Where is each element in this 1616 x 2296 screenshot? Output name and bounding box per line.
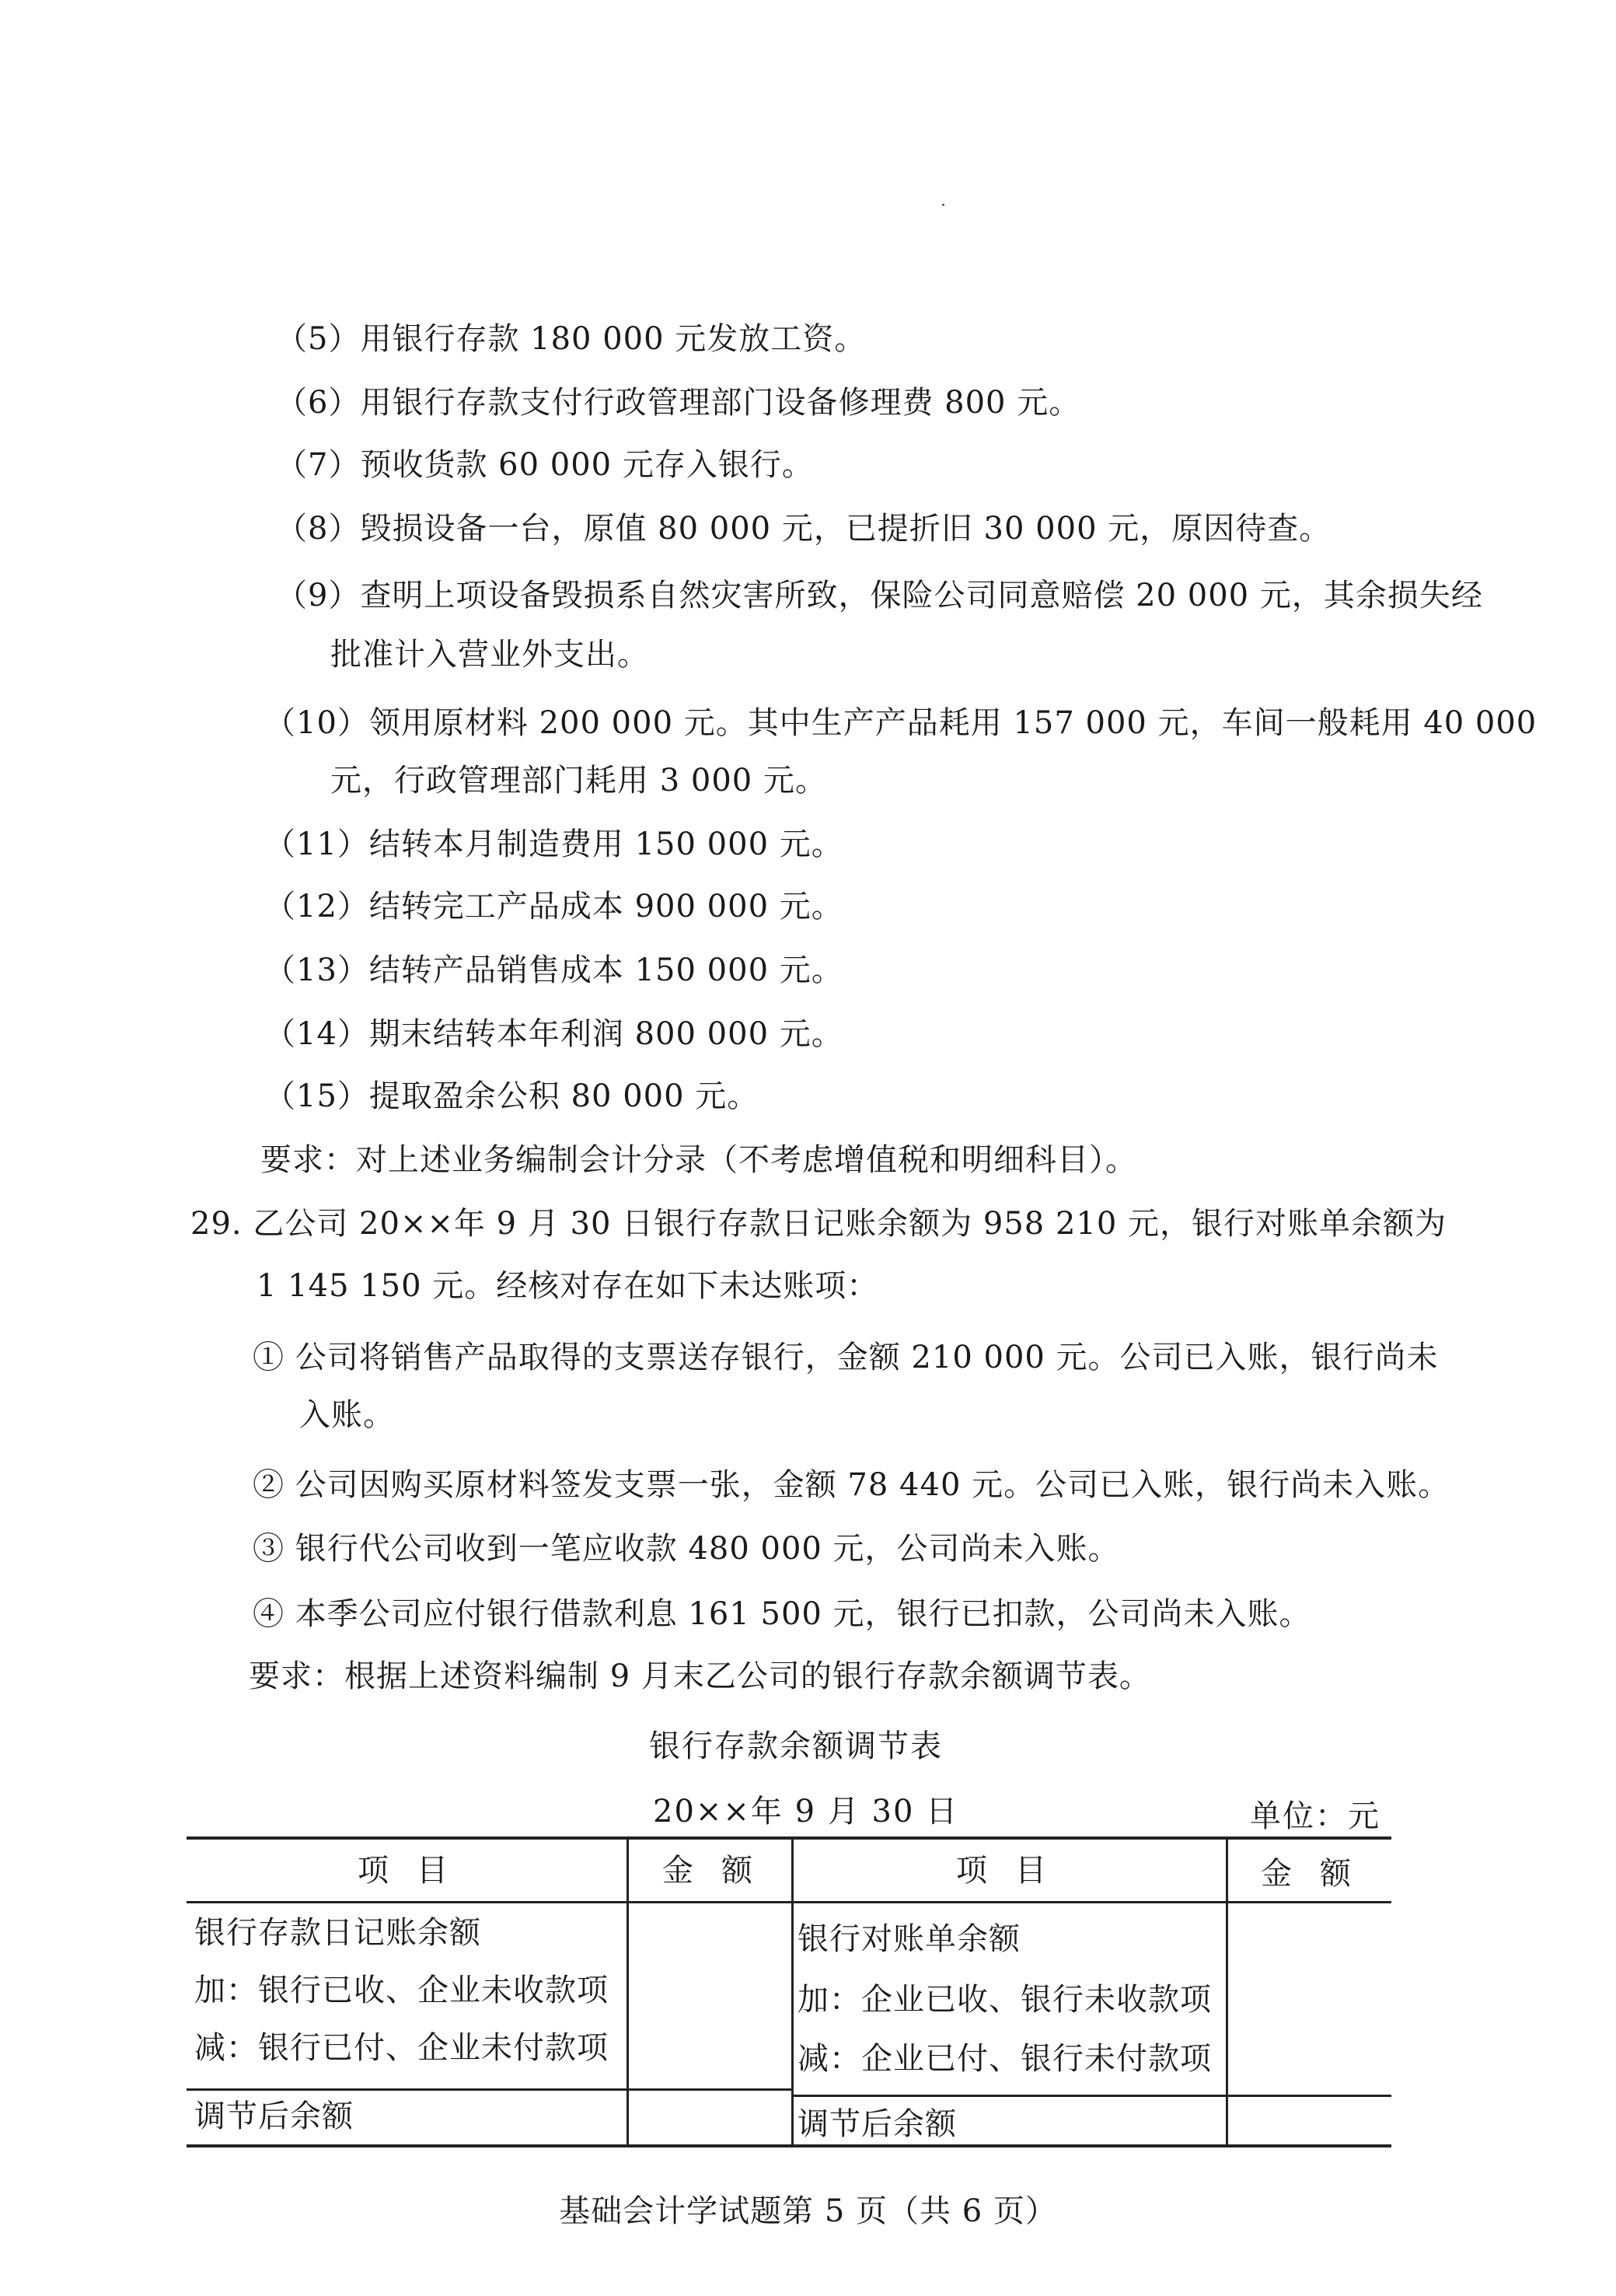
q29-sub-4: ④ 本季公司应付银行借款利息 161 500 元，银行已扣款，公司尚未入账。: [253, 1596, 1311, 1632]
table-divider: [791, 1840, 794, 2144]
q29-sub-3: ③ 银行代公司收到一笔应收款 480 000 元，公司尚未入账。: [253, 1531, 1120, 1567]
right-row-less: 减：企业已付、银行未付款项: [798, 2041, 1212, 2077]
table-divider: [1226, 2095, 1391, 2097]
q29-sub-2: ② 公司因购买原材料签发支票一张，金额 78 440 元。公司已入账，银行尚未入账。: [253, 1467, 1450, 1503]
scan-speck: [942, 204, 944, 206]
left-row-less: 减：银行已付、企业未付款项: [194, 2030, 609, 2066]
item-11: （11）结转本月制造费用 150 000 元。: [264, 826, 843, 862]
q29-line2: 1 145 150 元。经核对存在如下未达账项：: [257, 1268, 879, 1304]
item-6: （6）用银行存款支付行政管理部门设备修理费 800 元。: [276, 385, 1081, 421]
item-7: （7）预收货款 60 000 元存入银行。: [276, 447, 814, 483]
item-14: （14）期末结转本年利润 800 000 元。: [264, 1016, 843, 1052]
table-date: 20××年 9 月 30 日: [653, 1794, 959, 1829]
left-row-book-balance: 银行存款日记账余额: [194, 1915, 481, 1951]
header-amount-right: 金额: [1261, 1856, 1379, 1892]
q29-line1: 29. 乙公司 20××年 9 月 30 日银行存款日记账余额为 958 210 元，银行对账单余额为: [190, 1206, 1447, 1242]
header-amount-left: 金额: [662, 1853, 780, 1889]
table-title: 银行存款余额调节表: [649, 1728, 943, 1764]
right-row-bank-balance: 银行对账单余额: [798, 1921, 1021, 1957]
item-15: （15）提取盈余公积 80 000 元。: [264, 1078, 759, 1114]
header-item-left: 项目: [358, 1853, 476, 1889]
item-12: （12）结转完工产品成本 900 000 元。: [264, 889, 843, 924]
header-item-right: 项目: [956, 1853, 1074, 1889]
page-footer: 基础会计学试题第 5 页（共 6 页）: [559, 2193, 1057, 2229]
requirement-28: 要求：对上述业务编制会计分录（不考虑增值税和明细科目）。: [260, 1142, 1137, 1178]
table-divider: [791, 2095, 1226, 2097]
item-10: （10）领用原材料 200 000 元。其中生产产品耗用 157 000 元，车间一般耗用 40 000: [264, 705, 1537, 741]
item-13: （13）结转产品销售成本 150 000 元。: [264, 952, 843, 988]
table-divider: [627, 1840, 629, 2144]
table-unit: 单位：元: [1250, 1798, 1380, 1834]
reconciliation-table: [187, 1836, 1391, 2147]
item-8: （8）毁损设备一台，原值 80 000 元，已提折旧 30 000 元，原因待查。: [276, 511, 1332, 547]
q29-sub-1: ① 公司将销售产品取得的支票送存银行，金额 210 000 元。公司已入账，银行尚未: [253, 1340, 1439, 1375]
right-row-adjusted: 调节后余额: [798, 2106, 957, 2142]
item-10-cont: 元，行政管理部门耗用 3 000 元。: [330, 763, 827, 799]
table-divider: [627, 2088, 791, 2091]
requirement-29: 要求：根据上述资料编制 9 月末乙公司的银行存款余额调节表。: [249, 1658, 1151, 1694]
item-9: （9）查明上项设备毁损系自然灾害所致，保险公司同意赔偿 20 000 元，其余损失经: [276, 578, 1483, 613]
q29-sub-1-cont: 入账。: [299, 1397, 395, 1433]
left-row-adjusted: 调节后余额: [194, 2099, 354, 2134]
left-row-add: 加：银行已收、企业未收款项: [194, 1973, 609, 2008]
right-row-add: 加：企业已收、银行未收款项: [798, 1982, 1212, 2018]
table-divider: [1226, 1840, 1228, 2144]
table-divider: [187, 2088, 627, 2091]
item-5: （5）用银行存款 180 000 元发放工资。: [276, 321, 867, 357]
item-9-cont: 批准计入营业外支出。: [330, 637, 649, 673]
